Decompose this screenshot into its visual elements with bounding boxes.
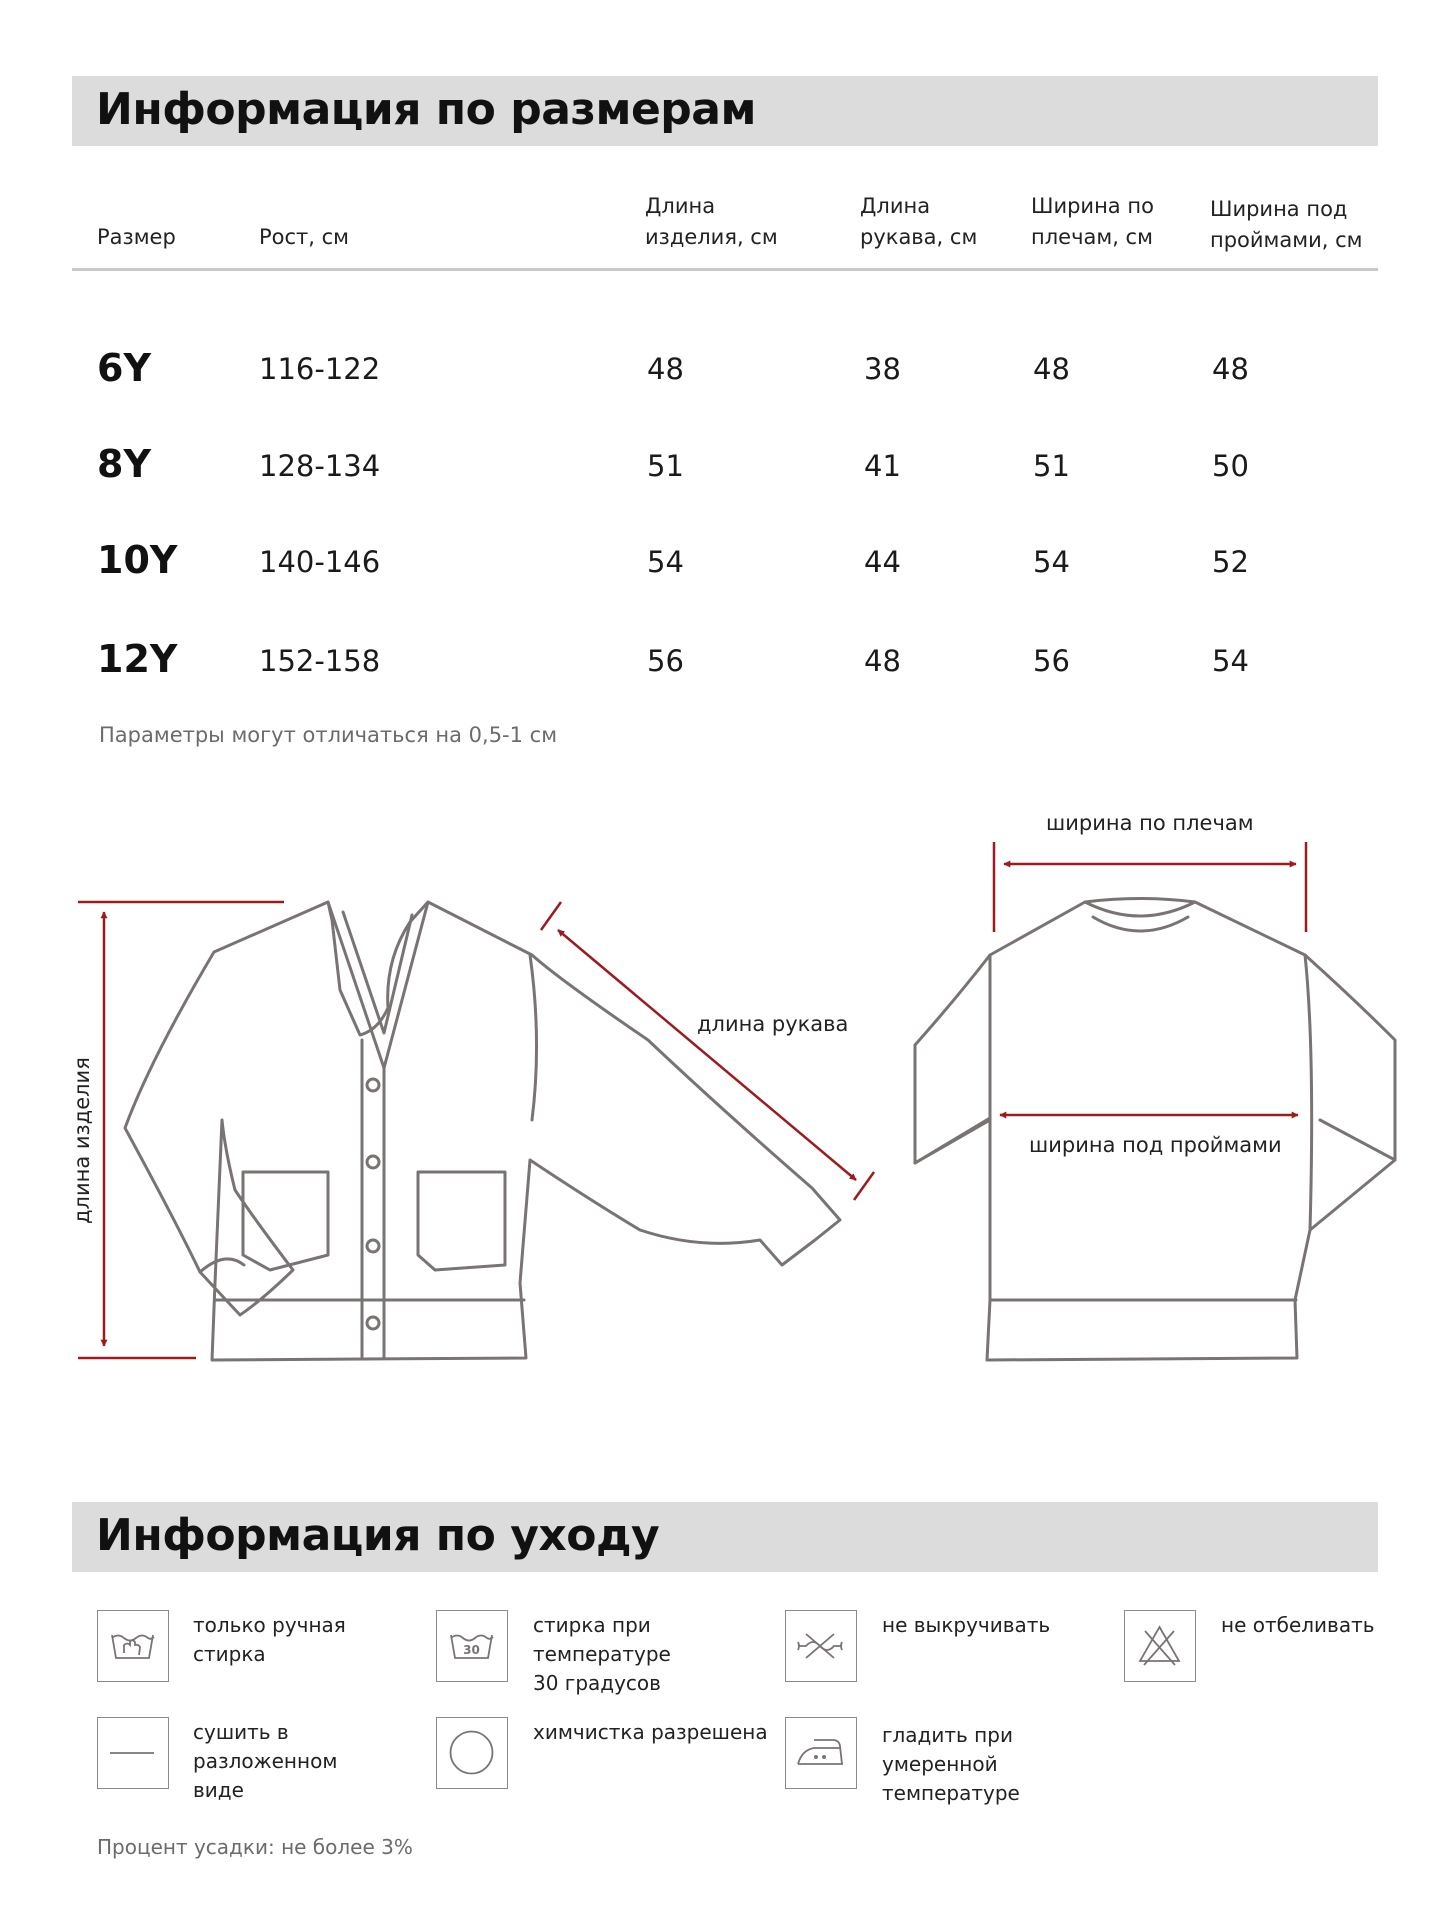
cell-length: 54 [647, 545, 684, 579]
dry-flat-icon [97, 1717, 169, 1789]
care-text [1221, 1611, 1440, 1640]
care-text-line1: гладить при умеренной [882, 1723, 1013, 1776]
col-header-size: Размер [97, 225, 176, 249]
cell-height: 128-134 [259, 449, 381, 483]
care-text [533, 1718, 778, 1747]
care-text-line1: стирка при температуре [533, 1613, 671, 1666]
label-shoulder-width: ширина по плечам [1046, 811, 1254, 835]
care-text-line2: температуре [882, 1781, 1020, 1805]
cell-size: 6Y [97, 346, 151, 390]
iron-medium-icon [785, 1717, 857, 1789]
care-text-line1: только ручная [193, 1613, 346, 1637]
cell-size: 8Y [97, 442, 151, 486]
col-header-shoulder-line2: плечам, см [1031, 225, 1153, 249]
cell-size: 12Y [97, 637, 178, 681]
cell-armhole: 52 [1212, 545, 1249, 579]
care-info-title: Информация по уходу [96, 1510, 660, 1561]
cell-height: 152-158 [259, 644, 381, 678]
cardigan-front-outline [125, 902, 840, 1360]
col-header-length-line2: изделия, см [645, 225, 778, 249]
label-garment-length: длина изделия [70, 1057, 94, 1224]
care-text [882, 1611, 1127, 1640]
col-header-length-line1: Длина [645, 194, 716, 218]
cell-sleeve: 48 [864, 644, 901, 678]
cell-length: 51 [647, 449, 684, 483]
sweater-back-outline [915, 899, 1395, 1361]
cell-length: 48 [647, 352, 684, 386]
hand-wash-icon [97, 1610, 169, 1682]
cell-size: 10Y [97, 538, 178, 582]
care-text [882, 1721, 1127, 1808]
care-text [193, 1611, 438, 1669]
cell-sleeve: 38 [864, 352, 901, 386]
col-header-sleeve-line2: рукава, см [860, 225, 978, 249]
wash-30-icon [436, 1610, 508, 1682]
col-header-armhole-line2: проймами, см [1210, 228, 1363, 252]
care-text-line2: стирка [193, 1642, 266, 1666]
cell-sleeve: 44 [864, 545, 901, 579]
cell-height: 140-146 [259, 545, 381, 579]
care-text [533, 1611, 778, 1698]
cell-shoulder: 48 [1033, 352, 1070, 386]
care-text-line1: не выкручивать [882, 1613, 1051, 1637]
care-text-line1: сушить в разложенном [193, 1720, 338, 1773]
dimension-lines [78, 842, 1306, 1358]
care-text [193, 1718, 438, 1805]
col-header-shoulder-line1: Ширина по [1031, 194, 1154, 218]
cell-armhole: 48 [1212, 352, 1249, 386]
col-header-armhole-line1: Ширина под [1210, 197, 1348, 221]
dry-clean-icon [436, 1717, 508, 1789]
cell-shoulder: 54 [1033, 545, 1070, 579]
label-sleeve-length: длина рукава [697, 1012, 849, 1036]
size-tolerance-note: Параметры могут отличаться на 0,5-1 см [99, 723, 558, 747]
care-text-line2: 30 градусов [533, 1671, 661, 1695]
no-bleach-icon [1124, 1610, 1196, 1682]
cell-sleeve: 41 [864, 449, 901, 483]
shrinkage-note: Процент усадки: не более 3% [97, 1835, 413, 1859]
cardigan-buttons [367, 1079, 379, 1329]
care-info-banner [72, 1502, 1378, 1572]
cell-shoulder: 56 [1033, 644, 1070, 678]
cell-armhole: 54 [1212, 644, 1249, 678]
care-text-line2: виде [193, 1778, 244, 1802]
cell-height: 116-122 [259, 352, 381, 386]
cell-armhole: 50 [1212, 449, 1249, 483]
col-header-height: Рост, см [259, 225, 350, 249]
cell-shoulder: 51 [1033, 449, 1070, 483]
care-text-line1: химчистка разрешена [533, 1720, 768, 1744]
label-armhole-width: ширина под проймами [1029, 1133, 1282, 1157]
care-text-line1: не отбеливать [1221, 1613, 1375, 1637]
wash-temperature: 30 [463, 1643, 480, 1657]
no-wring-icon [785, 1610, 857, 1682]
cell-length: 56 [647, 644, 684, 678]
size-info-title: Информация по размерам [96, 84, 756, 135]
col-header-sleeve-line1: Длина [860, 194, 931, 218]
